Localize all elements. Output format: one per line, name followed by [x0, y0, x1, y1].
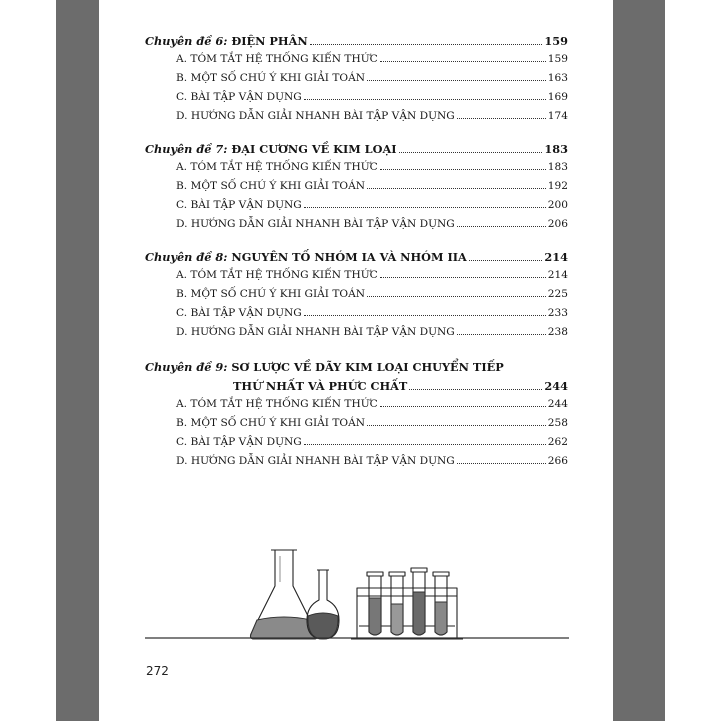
toc-entry[interactable] [145, 218, 568, 237]
dot-leader [304, 444, 546, 445]
dot-leader [457, 334, 546, 335]
page-ref: 214 [544, 250, 568, 264]
chapter-title: ĐIỆN PHÂN [231, 34, 308, 48]
dot-leader [457, 118, 546, 119]
dot-leader [380, 406, 546, 407]
page-ref: 174 [547, 110, 568, 122]
page-ref: 183 [544, 142, 568, 156]
page-ref: 159 [547, 53, 568, 65]
entry-title: B. MỘT SỐ CHÚ Ý KHI GIẢI TOÁN [176, 180, 366, 192]
test-tube-icon [389, 572, 405, 635]
entry-title: B. MỘT SỐ CHÚ Ý KHI GIẢI TOÁN [176, 288, 366, 300]
test-tube-icon [411, 568, 427, 635]
toc-entry[interactable] [145, 110, 568, 129]
book-page [99, 0, 613, 721]
dot-leader [380, 61, 546, 62]
entry-title: A. TÓM TẮT HỆ THỐNG KIẾN THỨC [176, 161, 378, 173]
entry-title: C. BÀI TẬP VẬN DỤNG [176, 436, 302, 448]
test-tube-icon [433, 572, 449, 635]
chapter-label: Chuyên đề 6: [145, 34, 228, 48]
page-ref: 238 [547, 326, 568, 338]
dot-leader [304, 315, 546, 316]
dot-leader [457, 463, 546, 464]
page-ref: 183 [547, 161, 568, 173]
toc-chapter-heading-continued[interactable] [145, 379, 568, 398]
toc-entry[interactable] [145, 199, 568, 218]
entry-title: C. BÀI TẬP VẬN DỤNG [176, 199, 302, 211]
toc-entry[interactable] [145, 91, 568, 110]
test-tube-rack-icon [351, 568, 463, 639]
page-ref: 262 [547, 436, 568, 448]
toc-entry[interactable] [145, 288, 568, 307]
toc-entry[interactable] [145, 455, 568, 474]
toc-entry[interactable] [145, 180, 568, 199]
page-ref: 244 [544, 379, 568, 393]
page-ref: 206 [547, 218, 568, 230]
entry-title: D. HƯỚNG DẪN GIẢI NHANH BÀI TẬP VẬN DỤNG [176, 455, 455, 467]
page-number: 272 [146, 664, 169, 678]
entry-title: B. MỘT SỐ CHÚ Ý KHI GIẢI TOÁN [176, 72, 366, 84]
chapter-title: SƠ LƯỢC VỀ DÃY KIM LOẠI CHUYỂN TIẾP [231, 360, 504, 374]
toc-entry[interactable] [145, 436, 568, 455]
entry-title: A. TÓM TẮT HỆ THỐNG KIẾN THỨC [176, 53, 378, 65]
page-ref: 169 [547, 91, 568, 103]
toc-entry[interactable] [145, 53, 568, 72]
dot-leader [380, 169, 546, 170]
toc-chapter-6 [145, 34, 568, 129]
dot-leader [367, 425, 546, 426]
right-background-band [613, 0, 665, 721]
toc-chapter-7 [145, 142, 568, 237]
toc-entry[interactable] [145, 269, 568, 288]
entry-title: D. HƯỚNG DẪN GIẢI NHANH BÀI TẬP VẬN DỤNG [176, 218, 455, 230]
toc-entry[interactable] [145, 161, 568, 180]
toc-chapter-9 [145, 360, 568, 474]
page-ref: 225 [547, 288, 568, 300]
page-ref: 214 [547, 269, 568, 281]
chapter-title: NGUYÊN TỐ NHÓM IA VÀ NHÓM IIA [231, 250, 467, 264]
page-ref: 258 [547, 417, 568, 429]
entry-title: B. MỘT SỐ CHÚ Ý KHI GIẢI TOÁN [176, 417, 366, 429]
dot-leader [399, 152, 543, 153]
dot-leader [409, 389, 542, 390]
toc-chapter-heading[interactable] [145, 250, 568, 269]
entry-title: C. BÀI TẬP VẬN DỤNG [176, 307, 302, 319]
entry-title: D. HƯỚNG DẪN GIẢI NHANH BÀI TẬP VẬN DỤNG [176, 110, 455, 122]
round-bottom-flask-icon [307, 570, 339, 639]
entry-title: A. TÓM TẮT HỆ THỐNG KIẾN THỨC [176, 269, 378, 281]
chapter-label: Chuyên đề 8: [145, 250, 228, 264]
dot-leader [304, 99, 546, 100]
left-background-band [56, 0, 99, 721]
entry-title: D. HƯỚNG DẪN GIẢI NHANH BÀI TẬP VẬN DỤNG [176, 326, 455, 338]
toc-entry[interactable] [145, 326, 568, 345]
toc-chapter-heading[interactable] [145, 34, 568, 53]
dot-leader [367, 188, 546, 189]
toc-entry[interactable] [145, 417, 568, 436]
chapter-label: Chuyên đề 9: [145, 360, 228, 374]
entry-title: A. TÓM TẮT HỆ THỐNG KIẾN THỨC [176, 398, 378, 410]
dot-leader [310, 44, 543, 45]
page-ref: 266 [547, 455, 568, 467]
toc-entry[interactable] [145, 307, 568, 326]
toc-chapter-heading[interactable] [145, 142, 568, 161]
chapter-title: ĐẠI CƯƠNG VỀ KIM LOẠI [231, 142, 397, 156]
dot-leader [380, 277, 546, 278]
page-ref: 200 [547, 199, 568, 211]
page-ref: 163 [547, 72, 568, 84]
page-ref: 192 [547, 180, 568, 192]
page-ref: 159 [544, 34, 568, 48]
toc-entry[interactable] [145, 398, 568, 417]
chapter-title-line-2: THỨ NHẤT VÀ PHỨC CHẤT [233, 379, 408, 393]
dot-leader [469, 260, 543, 261]
chapter-label: Chuyên đề 7: [145, 142, 228, 156]
dot-leader [367, 296, 546, 297]
page-ref: 244 [547, 398, 568, 410]
lab-glassware-illustration [145, 548, 569, 643]
entry-title: C. BÀI TẬP VẬN DỤNG [176, 91, 302, 103]
page-ref: 233 [547, 307, 568, 319]
toc-chapter-8 [145, 250, 568, 345]
test-tube-icon [367, 572, 383, 635]
toc-chapter-heading[interactable] [145, 360, 568, 379]
dot-leader [457, 226, 546, 227]
dot-leader [367, 80, 546, 81]
toc-entry[interactable] [145, 72, 568, 91]
dot-leader [304, 207, 546, 208]
